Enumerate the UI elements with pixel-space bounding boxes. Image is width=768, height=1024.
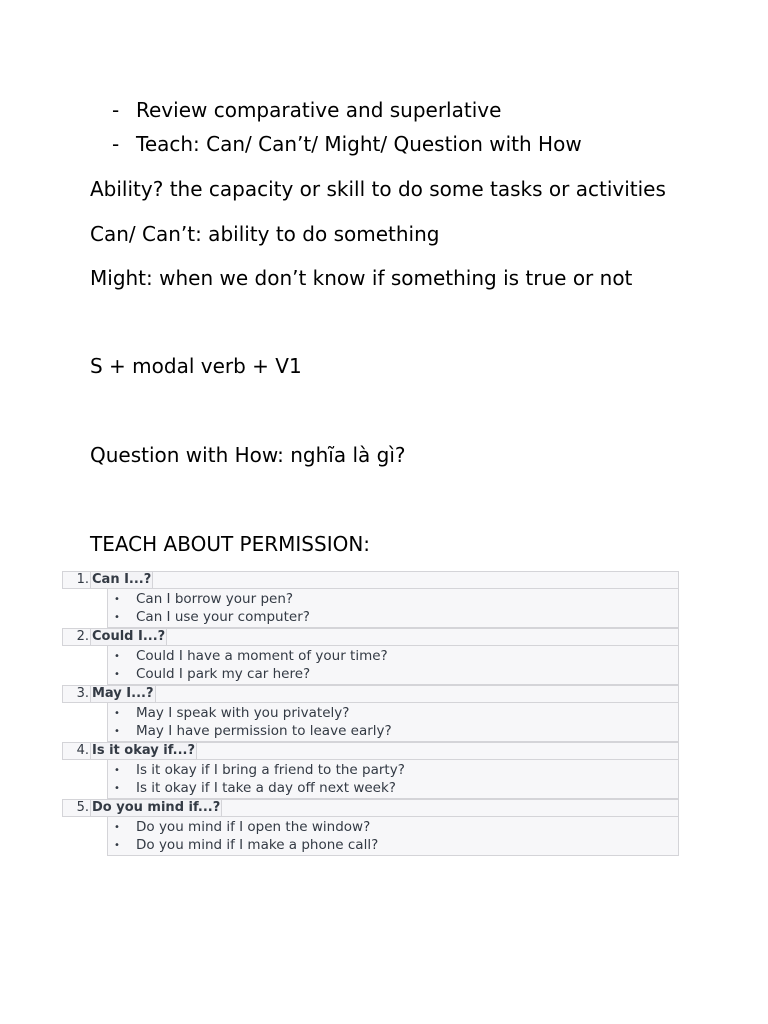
dash-marker: - [112, 98, 120, 122]
permission-heading [62, 571, 679, 589]
permission-item [62, 685, 679, 742]
example-item: • Is it okay if I take a day off next week? [108, 780, 678, 798]
permission-heading [62, 685, 679, 703]
permission-title: May I...? [92, 686, 154, 701]
permission-examples [107, 817, 679, 856]
definition-can: Can/ Can’t: ability to do something [90, 222, 440, 246]
section-heading-permission: TEACH ABOUT PERMISSION: [90, 532, 371, 556]
permission-item [62, 799, 679, 856]
permission-item [62, 628, 679, 685]
permission-number: 5. [76, 800, 89, 815]
dash-list-item [112, 132, 582, 156]
dash-item-text: Review comparative and superlative [136, 98, 502, 122]
example-item: • Can I use your computer? [108, 609, 678, 627]
permission-item [62, 742, 679, 799]
example-item: • Could I have a moment of your time? [108, 648, 678, 666]
permission-examples [107, 760, 679, 799]
permission-examples [107, 703, 679, 742]
permission-item [62, 571, 679, 628]
permission-title: Do you mind if...? [92, 800, 221, 815]
permission-number: 3. [76, 686, 89, 701]
permission-heading [62, 742, 679, 760]
example-item: • Can I borrow your pen? [108, 591, 678, 609]
permission-title: Is it okay if...? [92, 743, 196, 758]
permission-number: 1. [76, 572, 89, 587]
permission-list [62, 571, 679, 856]
question-with-how: Question with How: nghĩa là gì? [90, 443, 406, 467]
permission-examples [107, 589, 679, 628]
definition-might: Might: when we don’t know if something is true or not [90, 266, 633, 290]
example-item: • Do you mind if I open the window? [108, 819, 678, 837]
dash-list-item [112, 98, 501, 122]
structure-formula: S + modal verb + V1 [90, 354, 302, 378]
example-item: • Could I park my car here? [108, 666, 678, 684]
permission-number: 4. [76, 743, 89, 758]
permission-heading [62, 628, 679, 646]
example-item: • May I speak with you privately? [108, 705, 678, 723]
definition-ability: Ability? the capacity or skill to do some tasks or activities [90, 177, 666, 201]
permission-examples [107, 646, 679, 685]
dash-item-text: Teach: Can/ Can’t/ Might/ Question with How [136, 132, 582, 156]
permission-heading [62, 799, 679, 817]
permission-number: 2. [76, 629, 89, 644]
example-item: • Do you mind if I make a phone call? [108, 837, 678, 855]
permission-title: Could I...? [92, 629, 166, 644]
dash-marker: - [112, 132, 120, 156]
example-item: • Is it okay if I bring a friend to the party? [108, 762, 678, 780]
example-item: • May I have permission to leave early? [108, 723, 678, 741]
permission-title: Can I...? [92, 572, 152, 587]
